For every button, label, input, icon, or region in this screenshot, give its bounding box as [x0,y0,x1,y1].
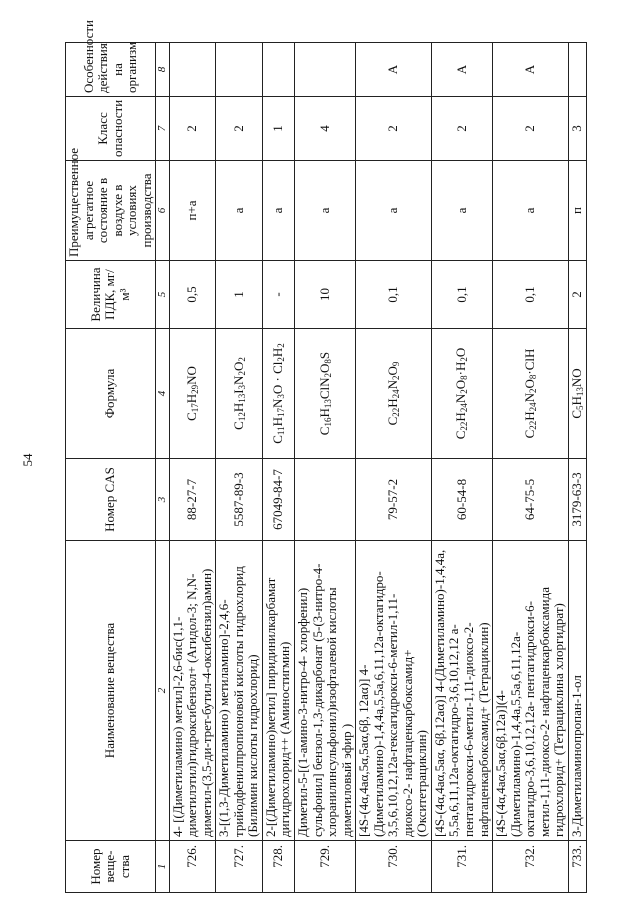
substance-name: Диметил-5-[(1-амино-3-нитро-4- хлорфенил) сульфонил] бензол-1,3-дикарбонат (5-(3-нитро-4-хлоранилинсульфонил)изофталевой кислоты диметиловый эфир ) [294,541,355,841]
table-row [431,43,492,893]
pdk-value: 1 [216,261,263,329]
formula-part: NO [183,366,199,385]
hazard-class: 2 [431,97,492,161]
table-row [493,43,569,893]
formula-part: S [316,351,332,360]
formula-part: H [269,347,285,358]
pdk-value: - [262,261,294,329]
formula-subscript: 8 [322,359,333,364]
table-body [169,43,586,893]
header-number: Номер веще-ства [66,841,156,893]
table-row [294,43,355,893]
formula-subscript: 17 [189,403,200,413]
formula-subscript: 22 [390,407,401,417]
formula-subscript: 2 [236,371,247,376]
formula-subscript: 12 [236,412,247,422]
formula-part: H [230,402,246,413]
column-number: 4 [156,329,169,459]
substance-number: 729. [294,841,355,893]
aggregate-state: а [294,161,355,261]
substance-name: 3-Диметиламинопропан-1-ол [568,541,586,841]
formula-part: O · Cl [269,361,285,395]
table-row [169,43,216,893]
formula-part: O [384,366,400,376]
formula-subscript: 13 [574,387,585,397]
header-formula: Формула [66,329,156,459]
column-number: 5 [156,261,169,329]
header-row [66,43,156,893]
cas-number: 64-75-5 [493,459,569,541]
substance-name: [4S-(4α,4аα,5α,5аα,6β, 12аα)] 4- (Диметиламино)-1,4,4а,5,5а,6,11,12а-октагидро- 3,5,6,10,12,12а-гексагидрокси-6-метил-1,11-диоксо-2- нафтаценкарбоксамид+ (Окситетрациклин) [356,541,432,841]
formula-subscript: 24 [459,403,470,413]
cas-number: 60-54-8 [431,459,492,541]
chemical-formula [356,329,432,459]
substance-name: [4S-(4α,4аα,5аα,6β,12а)](4-(Диметиламино)-1,4,4а,5,5а,6,11,12а-октагидро-3,6,10,12,12а- пентагидрокси-6-метил-1,11-диоксо-2- нафтаценкарбоксамида гидрохлорид+ (Тетрациклина хлоргидрат) [493,541,569,841]
rotated-table-container [65,19,625,893]
table-row [216,43,263,893]
formula-subscript: 2 [527,388,538,393]
substances-table [65,19,587,893]
cas-number: 79-57-2 [356,459,432,541]
formula-subscript: 8 [459,375,470,380]
hazard-class: 2 [216,97,263,161]
formula-subscript: 24 [390,389,401,399]
formula-subscript: 13 [236,393,247,403]
formula-subscript: 2 [459,357,470,362]
formula-part: C [453,430,469,440]
chemical-formula [431,329,492,459]
formula-part: O [230,361,246,372]
special-effect [262,43,294,97]
chemical-formula [262,329,294,459]
formula-subscript: 2 [275,343,286,348]
column-number: 8 [156,43,169,97]
formula-subscript: 17 [275,408,286,418]
aggregate-state: п+а [169,161,216,261]
hazard-class: 4 [294,97,355,161]
formula-part: C [384,416,400,426]
header-name: Наименование вещества [66,541,156,841]
formula-part: O [521,379,537,389]
formula-part: H [521,411,537,421]
formula-subscript: 11 [275,426,286,436]
formula-part: N [384,379,400,390]
hazard-class: 2 [493,97,569,161]
hazard-class: 2 [356,97,432,161]
formula-part: C [316,426,332,436]
formula-subscript: 8 [527,374,538,380]
formula-part: C [230,421,246,430]
pdk-value: 0,1 [493,261,569,329]
special-effect: А [431,43,492,97]
substance-name: [4S-(4α,4аα,5аα, 6β,12аα)] 4-(Диметиламино)-1,4,4а, 5,5а,6,11,12а-октагидро-3,6,10,12,12 а- пентагидрокси-6-метил-1,11-диоксо-2- нафтаценкарбоксамид+ (Тетрациклин) [431,541,492,841]
aggregate-state: а [262,161,294,261]
aggregate-state: а [431,161,492,261]
formula-part: ClN [316,377,332,400]
special-effect [216,43,263,97]
formula-subscript: 3 [236,384,247,390]
formula-part: I [230,389,246,394]
formula-part: H [183,393,199,404]
formula-part: C [521,429,537,439]
pdk-value: 2 [568,261,586,329]
special-effect: А [493,43,569,97]
table-row [262,43,294,893]
aggregate-state: а [216,161,263,261]
column-number: 7 [156,97,169,161]
formula-subscript: 2 [236,357,247,362]
aggregate-state: а [493,161,569,261]
pdk-value: 10 [294,261,355,329]
substance-name: 4- [(Диметиламино) метил]-2,6-бис(1,1- диметилэтил)гидроксибензол+ (Агидол-3; N,N-диметил-(3,5-ди-трет-бутил-4-оксибензил)амин) [169,541,216,841]
formula-part: N [521,392,537,403]
aggregate-state: а [356,161,432,261]
formula-subscript: 24 [527,402,538,412]
formula-subscript: 29 [189,384,200,394]
formula-subscript: 2 [275,357,286,362]
header-class: Класс опасности [66,97,156,161]
substance-number: 728. [262,841,294,893]
formula-subscript: 2 [390,375,401,380]
special-effect: А [356,43,432,97]
pdk-value: 0,1 [431,261,492,329]
substance-number: 727. [216,841,263,893]
substance-number: 733. [568,841,586,893]
column-number: 2 [156,541,169,841]
header-cas: Номер CAS [66,459,156,541]
formula-subscript: 22 [459,421,470,431]
chemical-formula [216,329,263,459]
formula-part: N [230,375,246,385]
formula-subscript: 16 [322,417,333,427]
formula-subscript: 13 [322,399,333,409]
formula-part: C [269,435,285,444]
hazard-class: 2 [169,97,216,161]
special-effect [169,43,216,97]
hazard-class: 3 [568,97,586,161]
formula-subscript: 9 [390,361,401,367]
header-state: Преимущественное агрегатное состояние в воздухе в условиях производства [66,161,156,261]
formula-subscript: 22 [527,420,538,430]
formula-part: ·H [453,361,469,376]
header-special: Особенности действия на организм [66,43,156,97]
formula-part: N [453,393,469,404]
formula-part: C [568,410,584,419]
formula-part: O [316,363,332,373]
special-effect [294,43,355,97]
cas-number: 88-27-7 [169,459,216,541]
chemical-formula [294,329,355,459]
formula-part: H [316,408,332,418]
special-effect [568,43,586,97]
formula-part: NO [568,368,584,388]
column-number: 3 [156,459,169,541]
aggregate-state: п [568,161,586,261]
cas-number: 5587-89-3 [216,459,263,541]
page-number: 54 [20,453,35,467]
cas-number: 67049-84-7 [262,459,294,541]
formula-part: H [568,396,584,406]
cas-number: 3179-63-3 [568,459,586,541]
substance-number: 730. [356,841,432,893]
formula-subscript: 2 [322,372,333,378]
substance-number: 726. [169,841,216,893]
hazard-class: 1 [262,97,294,161]
formula-subscript: 2 [459,389,470,394]
column-number: 6 [156,161,169,261]
formula-part: H [453,412,469,422]
formula-subscript: 5 [574,405,585,410]
pdk-value: 0,1 [356,261,432,329]
formula-subscript: 3 [275,394,286,399]
header-pdk: Величина ПДК, мг/м³ [66,261,156,329]
formula-part: H [384,398,400,408]
column-number: 1 [156,841,169,893]
substance-name: 2-[(Диметиламино)метил] пиридинилкарбамат дигидрохлорид++ (Аминостигмин) [262,541,294,841]
substance-name: 3-[(1,3-Диметиламино) метиламино]-2,4,6-трийодфенилпропионовой кислоты гидрохлорид (Билимин кислоты гидрохлорид) [216,541,263,841]
chemical-formula [169,329,216,459]
substance-number: 732. [493,841,569,893]
substance-number: 731. [431,841,492,893]
pdk-value: 0,5 [169,261,216,329]
formula-part: H [269,417,285,427]
formula-part: N [269,398,285,409]
table-row [356,43,432,893]
formula-part: ·ClH [521,348,537,375]
cas-number [294,459,355,541]
formula-part: O [453,379,469,390]
formula-part: C [183,412,199,421]
column-number-row [156,43,169,893]
chemical-formula [568,329,586,459]
formula-part: O [453,347,469,358]
chemical-formula [493,329,569,459]
table-row [568,43,586,893]
